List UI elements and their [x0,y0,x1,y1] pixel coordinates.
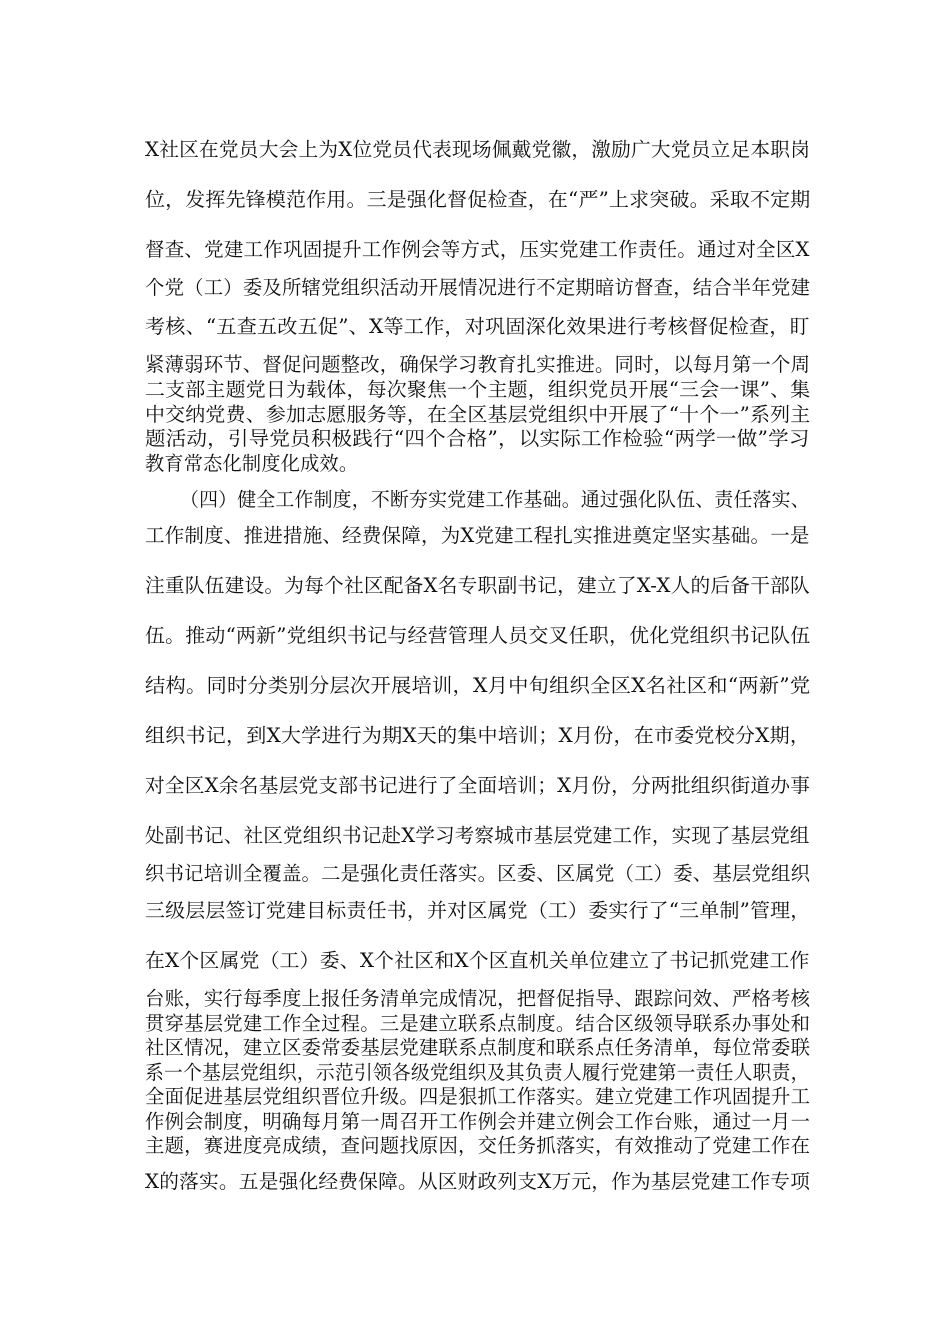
text-line: 主题，赛进度亮成绩，查问题找原因，交任务抓落实，有效推动了党建工作在 [145,1134,811,1157]
text-line: X的落实。五是强化经费保障。从区财政列支X万元，作为基层党建工作专项 [145,1170,811,1193]
text-line: 社区情况，建立区委常委基层党建联系点制度和联系点任务清单，每位常委联 [145,1036,811,1059]
text-line: 中交纳党费、参加志愿服务等，在全区基层党组织中开展了“十个一”系列主 [145,403,811,426]
section-heading-line: （四）健全工作制度，不断夯实党建工作基础。通过强化队伍、责任落实、 [180,488,810,511]
text-line: 工作制度、推进措施、经费保障，为X党建工程扎实推进奠定坚实基础。一是 [145,524,810,547]
text-line: 对全区X余名基层党支部书记进行了全面培训；X月份，分两批组织街道办事 [145,774,811,797]
text-line: 位，发挥先锋模范作用。三是强化督促检查，在“严”上求突破。采取不定期 [145,188,811,211]
text-line: 贯穿基层党建工作全过程。三是建立联系点制度。结合区级领导联系办事处和 [145,1012,811,1035]
text-line: 作例会制度，明确每月第一周召开工作例会并建立例会工作台账，通过一月一 [145,1110,811,1133]
text-line: 二支部主题党日为载体，每次聚焦一个主题，组织党员开展“三会一课”、集 [145,378,811,401]
text-line: 三级层层签订党建目标责任书，并对区属党（工）委实行了“三单制”管理， [145,899,811,922]
text-line: 处副书记、社区党组织书记赴X学习考察城市基层党建工作，实现了基层党组 [145,824,810,847]
text-line: X社区在党员大会上为X位党员代表现场佩戴党徽，激励广大党员立足本职岗 [145,138,811,161]
text-line: 组织书记，到X大学进行为期X天的集中培训；X月份，在市委党校分X期， [145,724,811,747]
text-line: 题活动，引导党员积极践行“四个合格”，以实际工作检验“两学一做”学习 [145,427,810,450]
text-line: 结构。同时分类别分层次开展培训，X月中旬组织全区X名社区和“两新”党 [145,674,811,697]
text-line: 系一个基层党组织，示范引领各级党组织及其负责人履行党建第一责任人职责， [145,1061,810,1084]
text-line: 伍。推动“两新”党组织书记与经营管理人员交叉任职，优化党组织书记队伍 [145,624,811,647]
text-line: 织书记培训全覆盖。二是强化责任落实。区委、区属党（工）委、基层党组织 [145,862,811,885]
text-line: 紧薄弱环节、督促问题整改，确保学习教育扎实推进。同时，以每月第一个周 [145,353,811,376]
text-line: 全面促进基层党组织晋位升级。四是狠抓工作落实。建立党建工作巩固提升工 [145,1085,811,1108]
text-line: 教育常态化制度化成效。 [145,452,359,475]
text-line: 台账，实行每季度上报任务清单完成情况，把督促指导、跟踪问效、严格考核 [145,987,811,1010]
text-line: 在X个区属党（工）委、X个社区和X个区直机关单位建立了书记抓党建工作 [145,949,810,972]
text-line: 考核、“五查五改五促”、X等工作，对巩固深化效果进行考核督促检查，盯 [145,315,810,338]
text-line: 督查、党建工作巩固提升工作例会等方式，压实党建工作责任。通过对全区X [145,238,810,261]
text-line: 个党（工）委及所辖党组织活动开展情况进行不定期暗访督查，结合半年党建 [145,276,811,299]
text-line: 注重队伍建设。为每个社区配备X名专职副书记，建立了X-X人的后备干部队 [145,574,810,597]
